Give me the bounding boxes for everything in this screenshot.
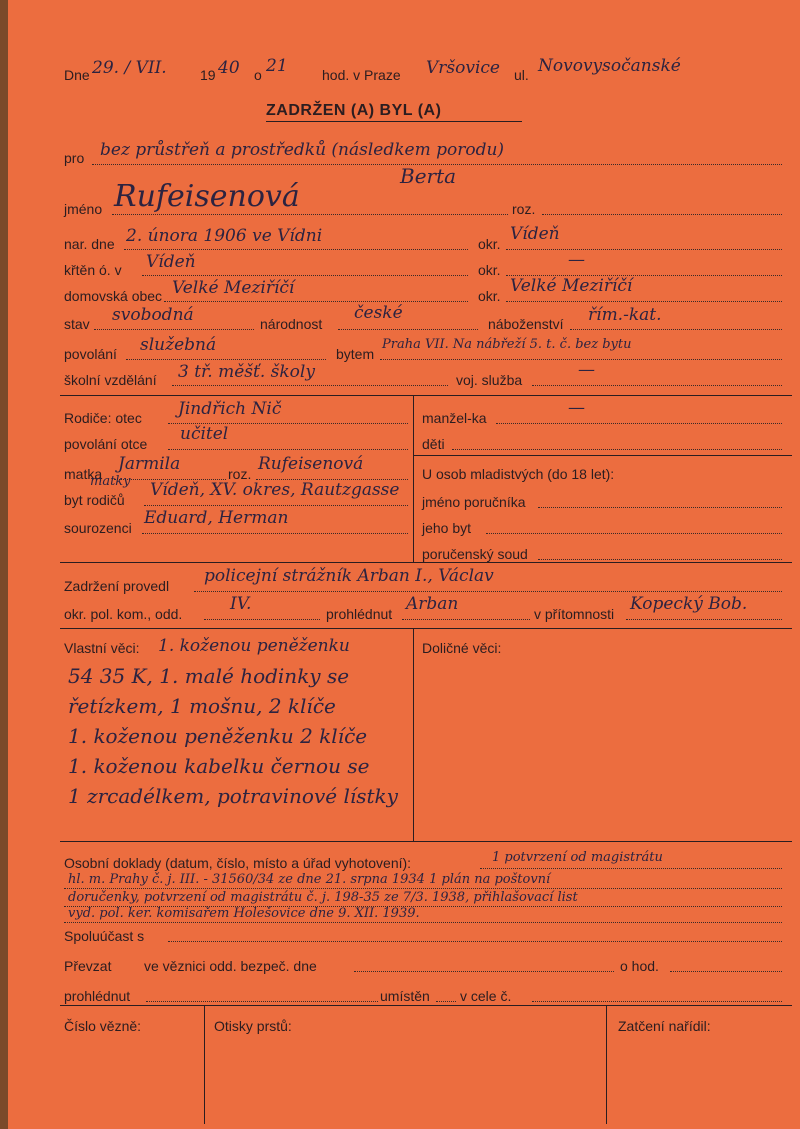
domov-label: domovská obec	[64, 288, 163, 304]
documents-line: doručenky, potvrzení od magistrátu č. j. 198-35 ze 7/3. 1938, přihlašovací list	[68, 890, 578, 905]
spoluucast-label: Spoluúčast s	[64, 928, 145, 944]
jmeno-label: jméno	[64, 201, 103, 217]
povolani-label: povolání	[64, 346, 117, 362]
prohlednut-label: prohlédnut	[326, 606, 393, 622]
separator-1	[60, 395, 792, 396]
skolni-value: 3 tř. měšť. školy	[178, 362, 315, 382]
povolani-otce-value: učitel	[180, 424, 229, 444]
nar-value: 2. února 1906 ve Vídni	[126, 226, 323, 246]
byt-label: byt rodičů	[64, 492, 125, 508]
bytem-label: bytem	[336, 346, 375, 362]
umisten-label: umístěn	[380, 988, 430, 1004]
belongings-line: řetízkem, 1 mošnu, 2 klíče	[68, 694, 336, 718]
komisar-value: IV.	[230, 594, 252, 614]
year-value: 40	[218, 58, 240, 78]
belongings-line: 1. koženou peněženku 2 klíče	[68, 724, 368, 748]
soud-label: poručenský soud	[422, 546, 528, 562]
sourozenci-label: sourozenci	[64, 520, 132, 536]
nar-okr-label: okr.	[478, 236, 501, 252]
krten-okr-label: okr.	[478, 262, 501, 278]
stav-value: svobodná	[112, 305, 194, 325]
jmeno-value: Rufeisenová	[114, 179, 300, 214]
bytem-value: Praha VII. Na nábřeží 5. t. č. bez bytu	[382, 337, 632, 352]
dne-label: Dne	[64, 67, 90, 83]
porucnik-byt-label: jeho byt	[422, 520, 472, 536]
separator-4	[60, 841, 792, 842]
provedl-label: Zadržení provedl	[64, 578, 170, 594]
year-prefix: 19	[200, 67, 216, 83]
documents-label: Osobní doklady (datum, číslo, místo a úřad vyhotovení):	[64, 855, 412, 871]
otisky-label: Otisky prstů:	[214, 1018, 292, 1034]
first-name-value: Berta	[400, 164, 457, 188]
transfer-hod-label: o hod.	[620, 958, 659, 974]
krten-okr-value: —	[568, 250, 585, 270]
footer-divider-1	[204, 1006, 205, 1124]
byt-value: Vídeň, XV. okres, Rautzgasse	[150, 480, 400, 500]
provedl-value: policejní strážník Arban I., Václav	[204, 566, 494, 586]
separator-5	[60, 1005, 792, 1006]
skolni-label: školní vzdělání	[64, 372, 157, 388]
title-underline	[266, 121, 522, 122]
sourozenci-value: Eduard, Herman	[144, 508, 289, 528]
documents-line: hl. m. Prahy č. j. III. - 31560/34 ze dne 21. srpna 1934 1 plán na poštovní	[68, 872, 551, 887]
narodnost-label: národnost	[260, 316, 323, 332]
belongings-line: 1. koženou kabelku černou se	[68, 754, 370, 778]
street-label: ul.	[514, 67, 529, 83]
nar-okr-value: Vídeň	[510, 224, 560, 244]
krten-label: křtěn ó. v	[64, 262, 122, 278]
povolani-value: služebná	[140, 335, 217, 355]
narodnost-value: české	[354, 303, 403, 323]
parents-divider	[413, 396, 414, 562]
manzel-value: —	[568, 398, 585, 418]
porucnik-label: jméno poručníka	[422, 494, 526, 510]
deti-label: děti	[422, 436, 445, 452]
krten-value: Vídeň	[146, 252, 196, 272]
prohlednut-value: Arban	[406, 594, 459, 614]
belongings-divider	[413, 629, 414, 841]
matka-label: matka	[64, 466, 103, 482]
documents-line: vyd. pol. ker. komisařem Holešovice dne 9. XII. 1939.	[68, 906, 420, 921]
matka-roz-label: roz.	[228, 466, 252, 482]
transfer-prohlednut-label: prohlédnut	[64, 988, 131, 1004]
komisar-label: okr. pol. kom., odd.	[64, 606, 183, 622]
street-value: Novovysočanské	[538, 56, 681, 76]
hour-value: 21	[266, 56, 288, 76]
povolani-otce-label: povolání otce	[64, 436, 148, 452]
voj-value: —	[578, 360, 595, 380]
cislo-label: Číslo vězně:	[64, 1018, 142, 1034]
pro-value: bez průstřeň a prostředků (následkem porodu)	[100, 140, 505, 160]
separator-2	[60, 562, 792, 563]
domov-value: Velké Meziříčí	[172, 278, 295, 298]
domov-okr-label: okr.	[478, 288, 501, 304]
o-label: o	[254, 67, 262, 83]
belongings-line: 1. koženou peněženku	[158, 636, 350, 656]
cele-label: v cele č.	[460, 988, 512, 1004]
hod-label: hod. v Praze	[322, 67, 401, 83]
byt-note: matky	[90, 474, 131, 489]
veznice-label: ve věznici odd. bezpeč. dne	[144, 958, 317, 974]
otec-value: Jindřich Nič	[178, 399, 282, 419]
vlastni-label: Vlastní věci:	[64, 640, 140, 656]
matka-roz-value: Rufeisenová	[258, 454, 364, 474]
minors-heading: U osob mladistvých (do 18 let):	[422, 466, 615, 482]
arrest-record-form	[8, 0, 800, 1129]
dne-value: 29. / VII.	[92, 58, 167, 78]
documents-line: 1 potvrzení od magistrátu	[492, 850, 663, 865]
pritomnost-label: v přítomnosti	[534, 606, 615, 622]
pritomnost-value: Kopecký Bob.	[630, 594, 748, 614]
district-value: Vršovice	[426, 58, 500, 78]
domov-okr-value: Velké Meziříčí	[510, 276, 633, 296]
voj-label: voj. služba	[456, 372, 523, 388]
stav-label: stav	[64, 316, 90, 332]
form-title: ZADRŽEN (A) BYL (A)	[266, 102, 442, 119]
nabozenstvi-value: řím.-kat.	[588, 305, 662, 325]
belongings-line: 1 zrcadélkem, potravinové lístky	[68, 784, 398, 808]
pro-label: pro	[64, 150, 85, 166]
zatceni-label: Zatčení nařídil:	[618, 1018, 711, 1034]
roz-label: roz.	[512, 201, 536, 217]
nabozenstvi-label: náboženství	[488, 316, 564, 332]
belongings-line: 54 35 K, 1. malé hodinky se	[68, 664, 350, 688]
minors-box-top	[413, 455, 792, 456]
separator-3	[60, 628, 792, 629]
footer-divider-2	[606, 1006, 607, 1124]
manzel-label: manžel-ka	[422, 410, 487, 426]
nar-label: nar. dne	[64, 236, 115, 252]
dolicne-label: Doličné věci:	[422, 640, 502, 656]
matka-value: Jarmila	[118, 454, 181, 474]
prevzat-label: Převzat	[64, 958, 112, 974]
rodice-label: Rodiče: otec	[64, 410, 142, 426]
